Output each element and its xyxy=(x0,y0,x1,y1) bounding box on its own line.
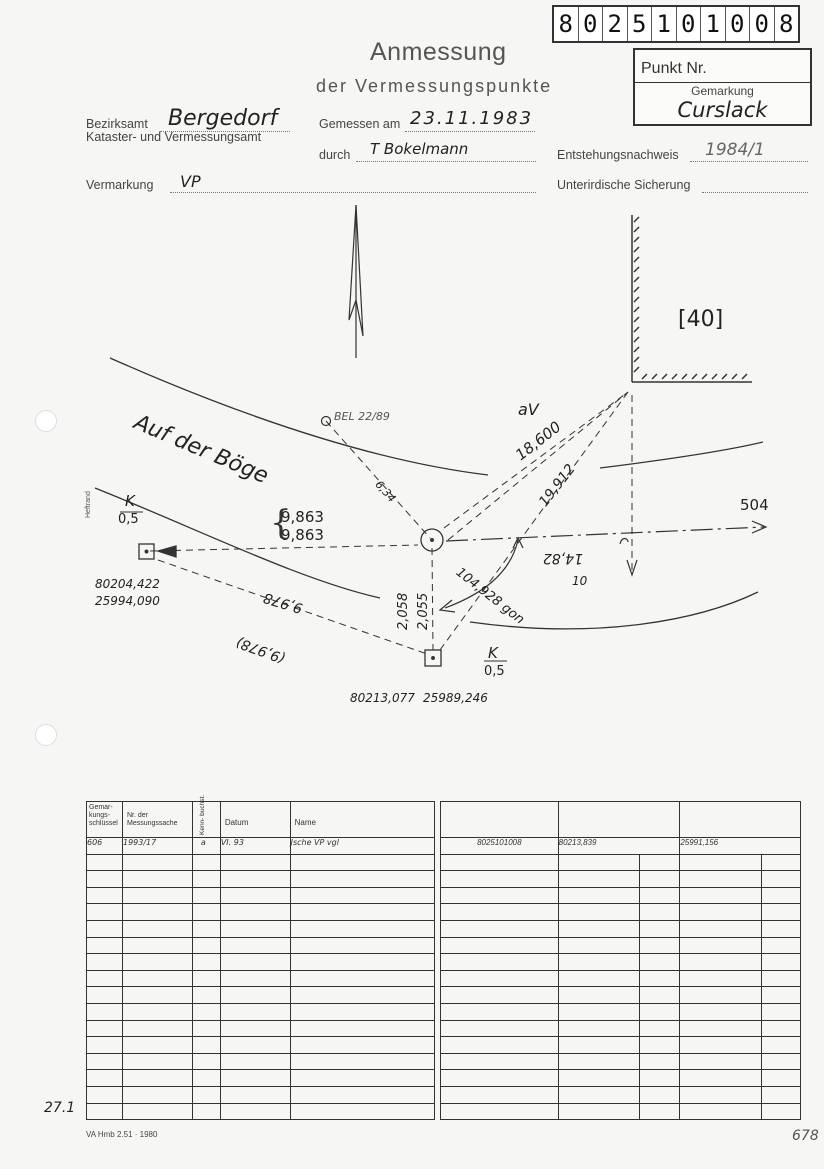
gemarkung-value: Curslack xyxy=(677,98,768,122)
row1-gemarkung: 606 xyxy=(87,838,123,855)
measurement-table-left xyxy=(86,794,435,1120)
punkt-digit: 5 xyxy=(628,7,653,41)
row1-name: Jsche VP vgl xyxy=(290,838,434,855)
street-name: Auf der Böge xyxy=(130,410,272,490)
col-kennbuchst xyxy=(192,794,220,838)
entstehung-value: 1984/1 xyxy=(705,140,765,160)
row1-datum: VI. 93 xyxy=(220,838,290,855)
coord-bottom-1: 80213,077 xyxy=(350,691,415,705)
unterirdisch-label: Unterirdische Sicherung xyxy=(557,178,691,192)
left-note: 27.1 xyxy=(44,1100,76,1116)
row1-messungssache: 1993/17 xyxy=(122,838,192,855)
punkt-label: Punkt Nr. xyxy=(641,60,707,77)
coord-left-2: 25994,090 xyxy=(95,594,160,608)
entstehung-label: Entstehungsnachweis xyxy=(557,148,679,162)
punkt-digit: 8 xyxy=(554,7,579,41)
punkt-digit: 1 xyxy=(652,7,677,41)
gemessen-label: Gemessen am xyxy=(319,117,401,131)
col-kennbuchst-label: Kenn- buchst. xyxy=(198,794,206,835)
punkt-digit: 8 xyxy=(779,10,794,38)
dist-9863-b: 9,863 xyxy=(281,526,324,544)
dist-9978: 9,978 xyxy=(261,588,305,616)
kataster-label: Kataster- und Vermessungsamt xyxy=(86,130,262,144)
punkt-digit: 1 xyxy=(701,7,726,41)
bezirksamt-value: Bergedorf xyxy=(168,106,278,131)
coord-bottom-2: 25989,246 xyxy=(423,691,488,705)
punkt-digit: 2 xyxy=(603,7,628,41)
parcel-number: [40] xyxy=(678,307,724,332)
dist-19912: 19,912 xyxy=(536,461,579,510)
row1-kennbuchst: a xyxy=(192,838,220,855)
survey-point-center-icon xyxy=(421,529,443,551)
gemessen-value: 23.11.1983 xyxy=(410,108,534,129)
measurement-table-right xyxy=(440,801,801,1120)
col-name: Name xyxy=(290,802,434,838)
dist-504: 504 xyxy=(740,496,769,514)
road-edges xyxy=(95,358,763,629)
k-left-top: K xyxy=(125,492,135,510)
dist-2058: 2,058 xyxy=(396,592,411,630)
form-id: VA Hmb 2.51 · 1980 xyxy=(86,1130,158,1139)
k-right-top: K xyxy=(488,644,498,662)
dist-1482: 14,82 xyxy=(542,550,583,566)
dist-9863-a: 9,863 xyxy=(281,508,324,526)
col-datum: Datum xyxy=(220,802,290,838)
punkt-digit: 0 xyxy=(750,7,775,41)
bel-label: BEL 22/89 xyxy=(334,410,390,423)
vermarkung-value: VP xyxy=(180,172,201,191)
building-wall xyxy=(632,215,752,382)
page-title: Anmessung xyxy=(370,38,507,66)
dist-634: 6,34 xyxy=(372,478,399,505)
heftrand-label: Heftrand xyxy=(85,491,92,518)
punkt-digit: 0 xyxy=(579,7,604,41)
boundary-stone-left-icon xyxy=(139,544,176,559)
axis-line xyxy=(446,521,766,575)
bezirksamt-label: Bezirksamt xyxy=(86,117,148,131)
coord-left-1: 80204,422 xyxy=(95,577,160,591)
k-right-bottom: 0,5 xyxy=(484,664,505,679)
boundary-stone-bottom-icon xyxy=(425,650,441,666)
durch-value: T Bokelmann xyxy=(370,140,469,158)
north-arrow-icon xyxy=(349,205,363,358)
dist-18600: 18,600 xyxy=(512,417,565,465)
col-messungssache: Nr. der Messungssache xyxy=(122,802,192,838)
punkt-digit: 0 xyxy=(677,7,702,41)
punkt-digit: 0 xyxy=(726,7,751,41)
row1-y: 25991,156 xyxy=(680,838,801,855)
dist-10: 10 xyxy=(572,574,588,588)
page-subtitle: der Vermessungspunkte xyxy=(316,76,553,96)
vermarkung-label: Vermarkung xyxy=(86,178,154,192)
k-left-bottom: 0,5 xyxy=(118,512,139,527)
gemarkung-label: Gemarkung xyxy=(691,84,754,98)
dist-2055: 2,055 xyxy=(416,592,431,630)
av-label: aV xyxy=(518,400,539,419)
col-gemarkungsschluessel: Gemar- kungs- schlüssel xyxy=(87,802,123,838)
angle-value: 104,928 gon xyxy=(452,565,527,628)
durch-label: durch xyxy=(319,148,351,162)
page-number: 678 xyxy=(792,1128,819,1144)
row1-x: 80213,839 xyxy=(558,838,680,855)
row1-punkt: 8025101008 xyxy=(441,838,559,855)
dist-9978-paren: (9,978) xyxy=(234,633,288,666)
